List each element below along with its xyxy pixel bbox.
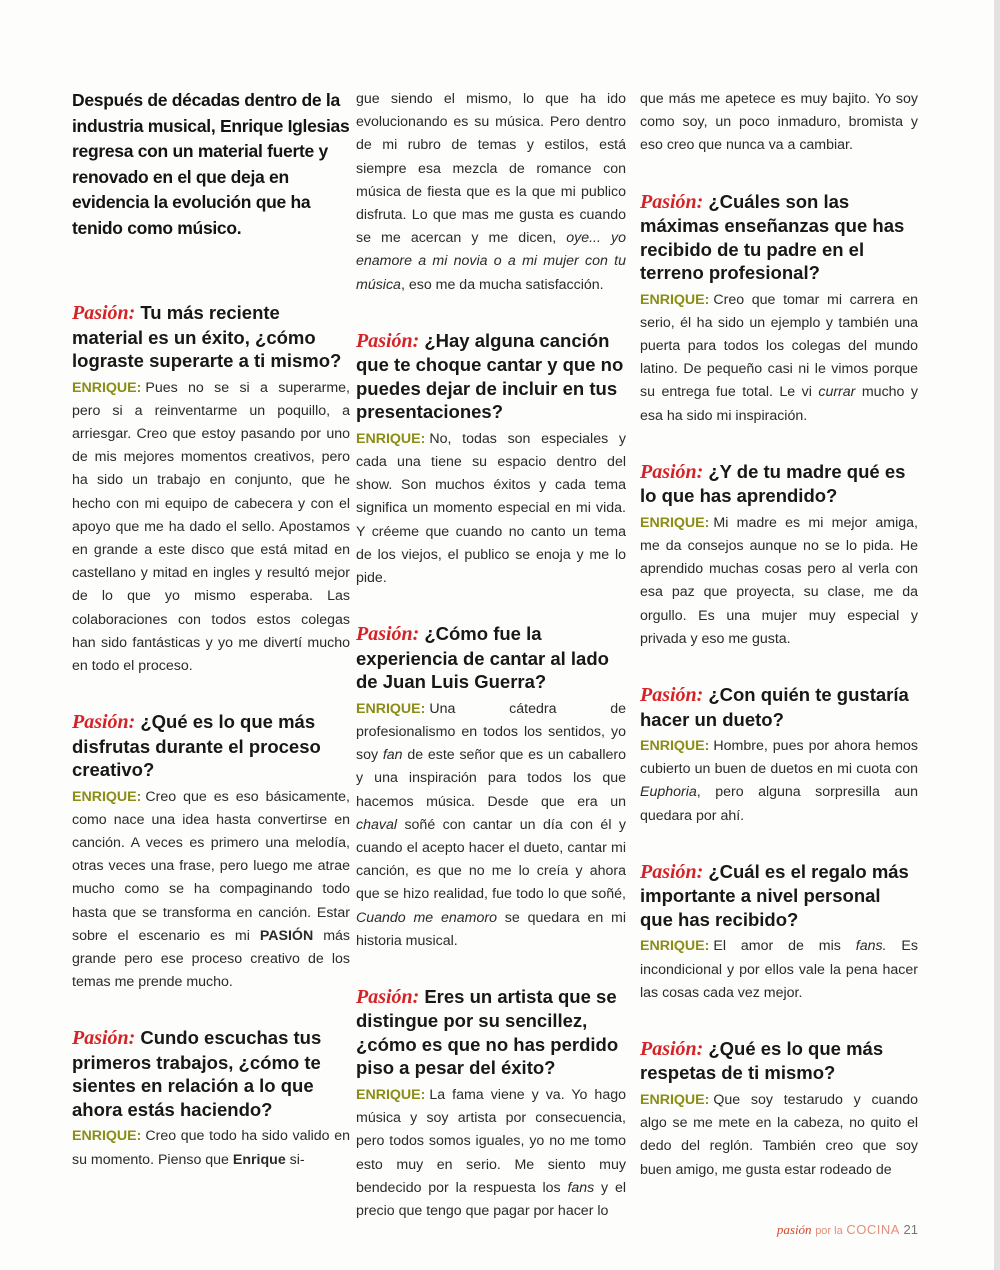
question-label: Pasión:	[640, 1037, 704, 1060]
question-label: Pasión:	[640, 860, 704, 883]
continued-paragraph: que más me apetece es muy bajito. Yo soy como soy, un poco inmaduro, bromista y eso creo que nunca va a cambiar.	[640, 91, 918, 154]
question-label: Pasión:	[72, 1027, 136, 1050]
footer-por: por la	[815, 1225, 843, 1237]
column-2	[356, 88, 626, 1223]
answer: ENRIQUE: Que soy testarudo y cuando algo se me mete en la cabeza, no quito el dedo del reglón. También creo que soy buen amigo, me gusta estar rodeado de	[640, 1091, 918, 1178]
qa-block	[640, 460, 918, 651]
page-number: 21	[903, 1222, 918, 1237]
qa-block	[72, 710, 350, 994]
answer-label: ENRIQUE:	[356, 700, 426, 717]
answer: ENRIQUE: Creo que tomar mi carrera en serio, él ha sido un ejemplo y también una puerta para todos los colegas del mundo latino. De pequeño casi ni le vimos porque su entrega fue total. Le vi currar mucho y esa ha sido mi inspiración.	[640, 291, 918, 424]
answer: ENRIQUE: Pues no se si a superarme, pero si a reinventarme un poquillo, a arriesgar. Creo que estoy pasando por uno de mis mejores momentos creativos, pero ha sido un trabajo en conjunto, que he hecho con mi equipo de cabecera y con el apoyo que me ha dado el sello. Apostamos en grande a este disco que está mitad en castellano y mitad en ingles y resultó mejor de lo que yo mismo esperaba. Las colaboraciones con todos estos colegas han sido fantásticas y yo me divertí mucho en todo el proceso.	[72, 379, 350, 674]
question: Pasión: ¿Cuál es el regalo más importante a nivel personal que has recibido?	[640, 860, 909, 930]
answer: ENRIQUE: La fama viene y va. Yo hago música y soy artista por consecuencia, pero todos somos iguales, yo no me tomo esto muy en serio. Me siento muy bendecido por la respuesta los fans y el precio que tengo que pagar por hacer lo	[356, 1086, 626, 1219]
column-3	[640, 88, 918, 1182]
answer-label: ENRIQUE:	[72, 1128, 142, 1145]
qa-block	[640, 683, 918, 828]
page-footer	[777, 1222, 918, 1238]
qa-block	[640, 190, 918, 428]
answer-label: ENRIQUE:	[640, 291, 710, 308]
question-label: Pasión:	[640, 684, 704, 707]
answer-label: ENRIQUE:	[640, 738, 710, 755]
question-label: Pasión:	[640, 190, 704, 213]
answer: ENRIQUE: Una cátedra de profesionalismo en todos los sentidos, yo soy fan de este señor que es un caballero y una inspiración para todos los que hacemos música. Desde que era un chaval soñé con cantar un día con él y cuando el acepto hacer el dueto, cantar mi canción, es que no me lo creía y ahora que se hizo realidad, fue todo lo que soñé, Cuando me enamoro se quedara en mi historia musical.	[356, 700, 626, 949]
footer-section: COCINA	[846, 1222, 900, 1237]
question-label: Pasión:	[356, 623, 420, 646]
question: Pasión: ¿Con quién te gustaría hacer un dueto?	[640, 684, 909, 730]
question-label: Pasión:	[640, 460, 704, 483]
qa-block	[356, 622, 626, 953]
answer-label: ENRIQUE:	[356, 1086, 426, 1103]
answer: ENRIQUE: Mi madre es mi mejor amiga, me da consejos aunque no se lo pida. He aprendido muchas cosas pero al verla con esa paz que proyecta, su clase, me da orgullo. Es una mujer muy especial y privada y eso me gusta.	[640, 514, 918, 647]
answer-label: ENRIQUE:	[72, 788, 142, 805]
continued-paragraph: gue siendo el mismo, lo que ha ido evolucionando es su música. Pero dentro de mi rubro de temas y estilos, está siempre esa mezcla de romance con música de fiesta que es la que mi publico disfruta. Lo que mas me gusta es cuando se me acercan y me dicen, oye... yo enamore a mi novia o a mi mujer con tu música, eso me da mucha satisfacción.	[356, 91, 626, 293]
page-edge	[994, 0, 1000, 1270]
question: Pasión: Cundo escuchas tus primeros trabajos, ¿cómo te sientes en relación a lo que ahora estás haciendo?	[72, 1027, 322, 1120]
question: Pasión: ¿Y de tu madre qué es lo que has aprendido?	[640, 460, 906, 507]
answer-label: ENRIQUE:	[640, 1091, 710, 1108]
answer: ENRIQUE: No, todas son especiales y cada una tiene su espacio dentro del show. Son muchos éxitos y cada tema significa un momento especial en mi vida. Y créeme que cuando no canto un tema de los viejos, el publico se enoja y me lo pide.	[356, 430, 626, 587]
answer-label: ENRIQUE:	[72, 379, 142, 396]
column-1	[72, 88, 350, 1172]
footer-brand: pasión	[776, 1222, 812, 1237]
qa-block	[72, 301, 350, 678]
question-label: Pasión:	[72, 711, 136, 734]
qa-block	[356, 329, 626, 590]
answer-label: ENRIQUE:	[356, 430, 426, 447]
answer: ENRIQUE: Creo que es eso básicamente, como nace una idea hasta convertirse en canción. A veces es primero una melodía, otras veces una frase, pero luego me atrae mucho como se ha compaginando todo hasta que se transforma en canción. Estar sobre el escenario es mi PASIÓN más grande pero ese proceso creativo de los temas me prende mucho.	[72, 788, 350, 991]
qa-block	[640, 1037, 918, 1182]
question: Pasión: Tu más reciente material es un éxito, ¿cómo lograste superarte a ti mismo?	[72, 302, 342, 371]
question-label: Pasión:	[356, 329, 420, 352]
answer: ENRIQUE: Hombre, pues por ahora hemos cubierto un buen de duetos en mi cuota con Euphoria, pero alguna sorpresilla aun quedara por ahí.	[640, 738, 918, 824]
question: Pasión: ¿Cuáles son las máximas enseñanzas que has recibido de tu padre en el terreno profesional?	[640, 190, 905, 284]
question: Pasión: ¿Hay alguna canción que te choque cantar y que no puedes dejar de incluir en tus presentaciones?	[356, 329, 624, 423]
question-label: Pasión:	[356, 985, 420, 1008]
question-label: Pasión:	[72, 302, 136, 324]
answer: ENRIQUE: Creo que todo ha sido valido en su momento. Pienso que Enrique si-	[72, 1128, 350, 1168]
question: Pasión: Eres un artista que se distingue por su sencillez, ¿cómo es que no has perdido piso a pesar del éxito?	[356, 985, 619, 1079]
qa-block	[640, 860, 918, 1005]
answer-label: ENRIQUE:	[640, 938, 710, 955]
intro-paragraph: Después de décadas dentro de la industria musical, Enrique Iglesias regresa con un material fuerte y renovado en el que deja en evidencia la evolución que ha tenido como músico.	[72, 90, 350, 238]
qa-block	[72, 1026, 350, 1171]
question: Pasión: ¿Cómo fue la experiencia de cantar al lado de Juan Luis Guerra?	[356, 623, 609, 693]
answer: ENRIQUE: El amor de mis fans. Es incondicional y por ellos vale la pena hacer las cosas cada vez mejor.	[640, 938, 918, 1001]
question: Pasión: ¿Qué es lo que más disfrutas durante el proceso creativo?	[72, 711, 321, 781]
answer-label: ENRIQUE:	[640, 514, 710, 531]
qa-block	[356, 985, 626, 1223]
question: Pasión: ¿Qué es lo que más respetas de ti mismo?	[640, 1037, 884, 1084]
